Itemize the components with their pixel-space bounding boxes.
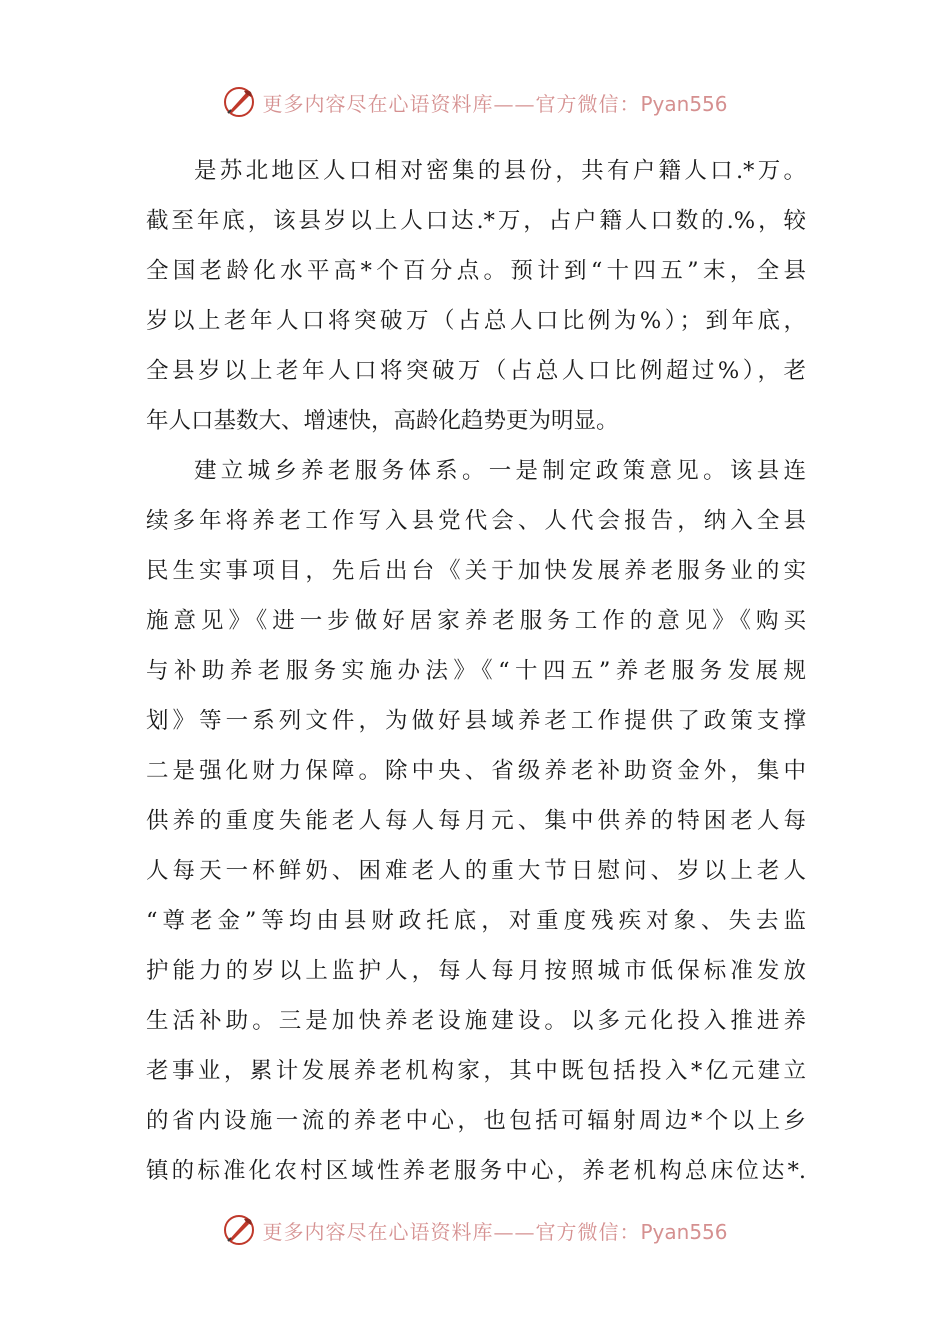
footer-separator: —— — [493, 1219, 536, 1244]
document-body — [146, 146, 806, 1196]
header-wechat-id: Pyan556 — [640, 91, 728, 116]
text-line: 全国老龄化水平高*个百分点。预计到“十四五”末，全县 — [146, 258, 806, 284]
header-site-text: 更多内容尽在心语资料库 — [262, 91, 494, 116]
text-line: 生活补助。三是加快养老设施建设。以多元化投入推进养 — [146, 1008, 806, 1034]
footer-wechat-label: 官方微信： — [535, 1219, 641, 1244]
text-line: 年人口基数大、增速快，高龄化趋势更为明显。 — [146, 408, 619, 434]
text-line: 施意见》《进一步做好居家养老服务工作的意见》《购买 — [146, 608, 806, 634]
quill-logo-icon — [222, 1213, 256, 1247]
footer-banner — [0, 1210, 950, 1250]
text-line: 岁以上老年人口将突破万（占总人口比例为%）；到年底， — [146, 308, 806, 334]
text-line: 护能力的岁以上监护人，每人每月按照城市低保标准发放 — [146, 958, 806, 984]
header-banner — [0, 82, 950, 122]
text-line: 与补助养老服务实施办法》《“十四五”养老服务发展规 — [146, 658, 806, 684]
text-line: 供养的重度失能老人每人每月元、集中供养的特困老人每 — [146, 808, 806, 834]
text-line: 二是强化财力保障。除中央、省级养老补助资金外，集中 — [146, 758, 806, 784]
text-line: 是苏北地区人口相对密集的县份，共有户籍人口.*万。 — [194, 158, 806, 184]
header-text — [262, 88, 727, 117]
text-line: 民生实事项目，先后出台《关于加快发展养老服务业的实 — [146, 558, 806, 584]
text-line: 续多年将养老工作写入县党代会、人代会报告，纳入全县 — [146, 508, 806, 534]
footer-wechat-id: Pyan556 — [640, 1219, 728, 1244]
text-line: 的省内设施一流的养老中心，也包括可辐射周边*个以上乡 — [146, 1108, 806, 1134]
text-line: 划》等一系列文件，为做好县域养老工作提供了政策支撑 — [146, 708, 806, 734]
footer-text — [262, 1216, 727, 1245]
text-line: 截至年底，该县岁以上人口达.*万，占户籍人口数的.%，较 — [146, 208, 806, 234]
header-wechat-label: 官方微信： — [535, 91, 641, 116]
text-line: 老事业，累计发展养老机构家，其中既包括投入*亿元建立 — [146, 1058, 806, 1084]
footer-site-text: 更多内容尽在心语资料库 — [262, 1219, 494, 1244]
text-line: “尊老金”等均由县财政托底，对重度残疾对象、失去监 — [146, 908, 806, 934]
text-line: 全县岁以上老年人口将突破万（占总人口比例超过%），老 — [146, 358, 806, 384]
header-separator: —— — [493, 91, 536, 116]
quill-logo-icon — [222, 85, 256, 119]
text-line: 建立城乡养老服务体系。一是制定政策意见。该县连 — [194, 458, 806, 484]
text-line: 镇的标准化农村区域性养老服务中心，养老机构总床位达*. — [146, 1158, 806, 1184]
text-line: 人每天一杯鲜奶、困难老人的重大节日慰问、岁以上老人 — [146, 858, 806, 884]
